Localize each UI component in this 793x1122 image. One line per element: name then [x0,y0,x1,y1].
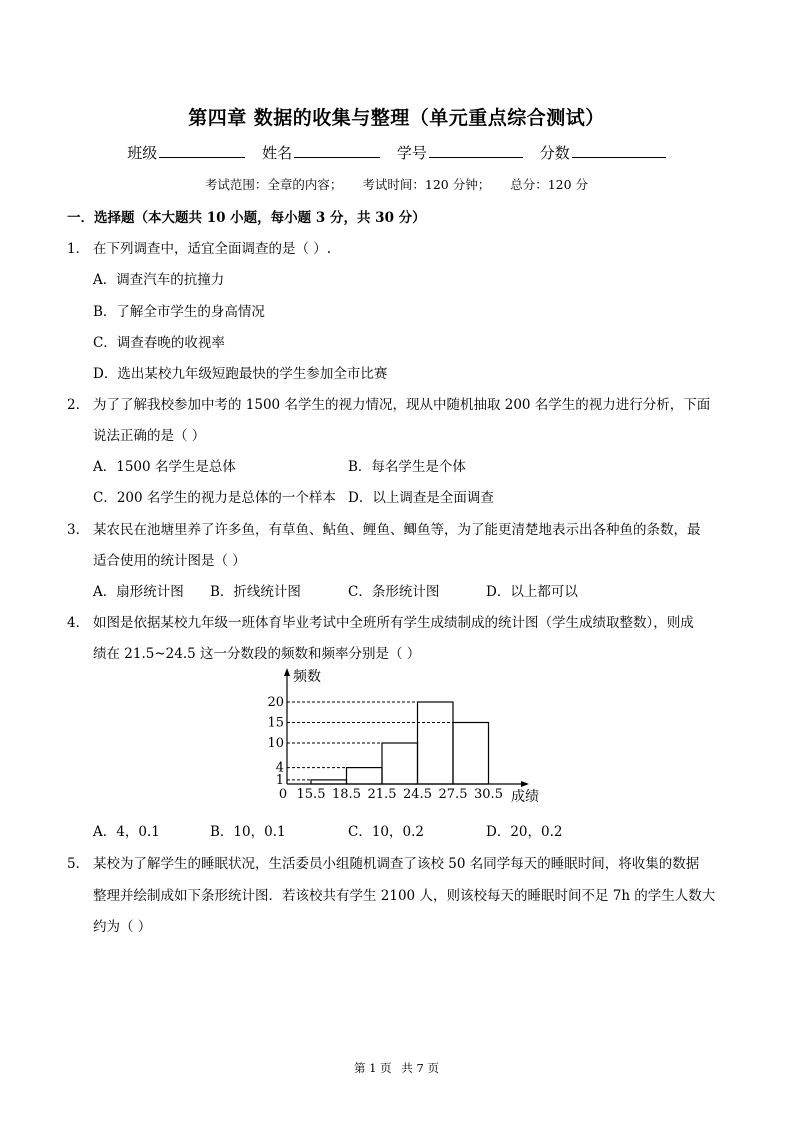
question-5-line2: 整理并绘制成如下条形统计图．若该校共有学生 2100 人，则该校每天的睡眠时间不足 7h 的学生人数大 [93,888,716,904]
q2-option-c[interactable]: C．200 名学生的视力是总体的一个样本 [93,490,336,506]
question-text-line1: 某校为了解学生的睡眠状况，生活委员小组随机调查了该校 50 名同学每天的睡眠时间，将收集的数据 [93,856,700,872]
question-text-line1: 如图是依据某校九年级一班体育毕业考试中全班所有学生成绩制成的统计图（学生成绩取整数），则成 [93,615,694,631]
question-5-line3: 约为（ ） [93,919,152,935]
question-text: 在下列调查中，适宜全面调查的是（ ）. [93,241,332,257]
student-id-blank[interactable] [429,143,523,158]
page-title: 第四章 数据的收集与整理（单元重点综合测试） [188,107,605,129]
q4-option-a[interactable]: A．4，0.1 [93,824,160,840]
exam-info [0,175,793,193]
q2-option-a[interactable]: A．1500 名学生是总体 [93,459,236,475]
bar-24.5~27.5 [418,702,454,784]
page-footer [0,1060,793,1076]
bar-21.5~24.5 [382,743,418,784]
question-text-line1: 某农民在池塘里养了许多鱼，有草鱼、鲇鱼、鲤鱼、鲫鱼等，为了能更清楚地表示出各种鱼的条数，最 [93,522,701,538]
x-tick-label-27.5: 27.5 [438,787,468,802]
q2-option-b[interactable]: B．每名学生是个体 [348,459,466,475]
q4-option-c[interactable]: C．10，0.2 [348,824,424,840]
page-total: 共 7 页 [401,1061,439,1075]
x-tick-label-30.5: 30.5 [474,787,503,802]
section-heading-multiple-choice: 一．选择题（本大题共 10 小题，每小题 3 分，共 30 分） [67,210,426,226]
q2-option-d[interactable]: D．以上调查是全面调查 [348,490,494,506]
y-tick-label-10: 10 [267,736,284,751]
name-label: 姓名 [262,144,293,162]
score-blank[interactable] [572,143,666,158]
question-number: 4． [67,615,90,631]
exam-scope: 考试范围：全章的内容； [204,177,343,192]
q3-option-c[interactable]: C．条形统计图 [348,584,440,600]
question-3 [67,518,701,538]
student-info-fields [0,142,793,163]
question-5 [67,852,699,872]
question-number: 3． [67,522,90,538]
y-axis-label: 频数 [293,669,321,685]
bar-15.5~18.5 [311,780,347,784]
question-number: 1． [67,241,90,257]
class-label: 班级 [127,144,158,162]
q3-option-b[interactable]: B．折线统计图 [210,584,301,600]
q1-option-b[interactable]: B．了解全市学生的身高情况 [93,304,265,320]
q1-option-c[interactable]: C．调查春晚的收视率 [93,335,225,351]
exam-time: 考试时间：120 分钟； [362,177,491,192]
student-id-label: 学号 [396,144,427,162]
x-tick-label-18.5: 18.5 [332,787,361,802]
bar-27.5~30.5 [453,723,489,785]
question-text-line1: 为了了解我校参加中考的 1500 名学生的视力情况，现从中随机抽取 200 名学生的视力进行分析，下面 [93,397,711,413]
question-4-line2: 绩在 21.5~24.5 这一分数段的频数和频率分别是（ ） [93,646,421,662]
x-tick-label-21.5: 21.5 [367,787,397,802]
x-tick-label-24.5: 24.5 [403,787,432,802]
question-2-line2: 说法正确的是（ ） [93,428,206,444]
bar-18.5~21.5 [347,768,383,784]
exam-total-score: 总分：120 分 [510,177,589,192]
y-tick-label-20: 20 [267,695,284,710]
q1-option-d[interactable]: D．选出某校九年级短跑最快的学生参加全市比赛 [93,366,388,382]
question-4 [67,611,694,631]
q3-option-a[interactable]: A．扇形统计图 [93,584,184,600]
x-tick-label-15.5: 15.5 [296,787,326,802]
y-tick-label-4: 4 [275,760,284,776]
q4-option-b[interactable]: B．10，0.1 [210,824,286,840]
question-number: 5． [67,856,90,872]
y-tick-label-15: 15 [267,715,284,731]
x-axis-arrow [521,781,529,787]
question-3-line2: 适合使用的统计图是（ ） [93,553,246,569]
q4-option-d[interactable]: D．20，0.2 [486,824,563,840]
y-tick-label-1: 1 [275,772,284,788]
score-label: 分数 [539,144,570,162]
q1-option-a[interactable]: A．调查汽车的抗撞力 [93,272,225,288]
x-axis-label: 成绩 [511,789,539,805]
frequency-histogram [265,664,555,814]
class-blank[interactable] [159,143,245,158]
question-2 [67,393,710,413]
q3-option-d[interactable]: D．以上都可以 [486,584,578,600]
y-axis-arrow [284,668,290,676]
question-1 [67,237,331,257]
question-number: 2． [67,397,90,413]
origin-label: 0 [278,787,288,802]
page-number: 第 1 页 [354,1061,392,1075]
name-blank[interactable] [294,143,380,158]
